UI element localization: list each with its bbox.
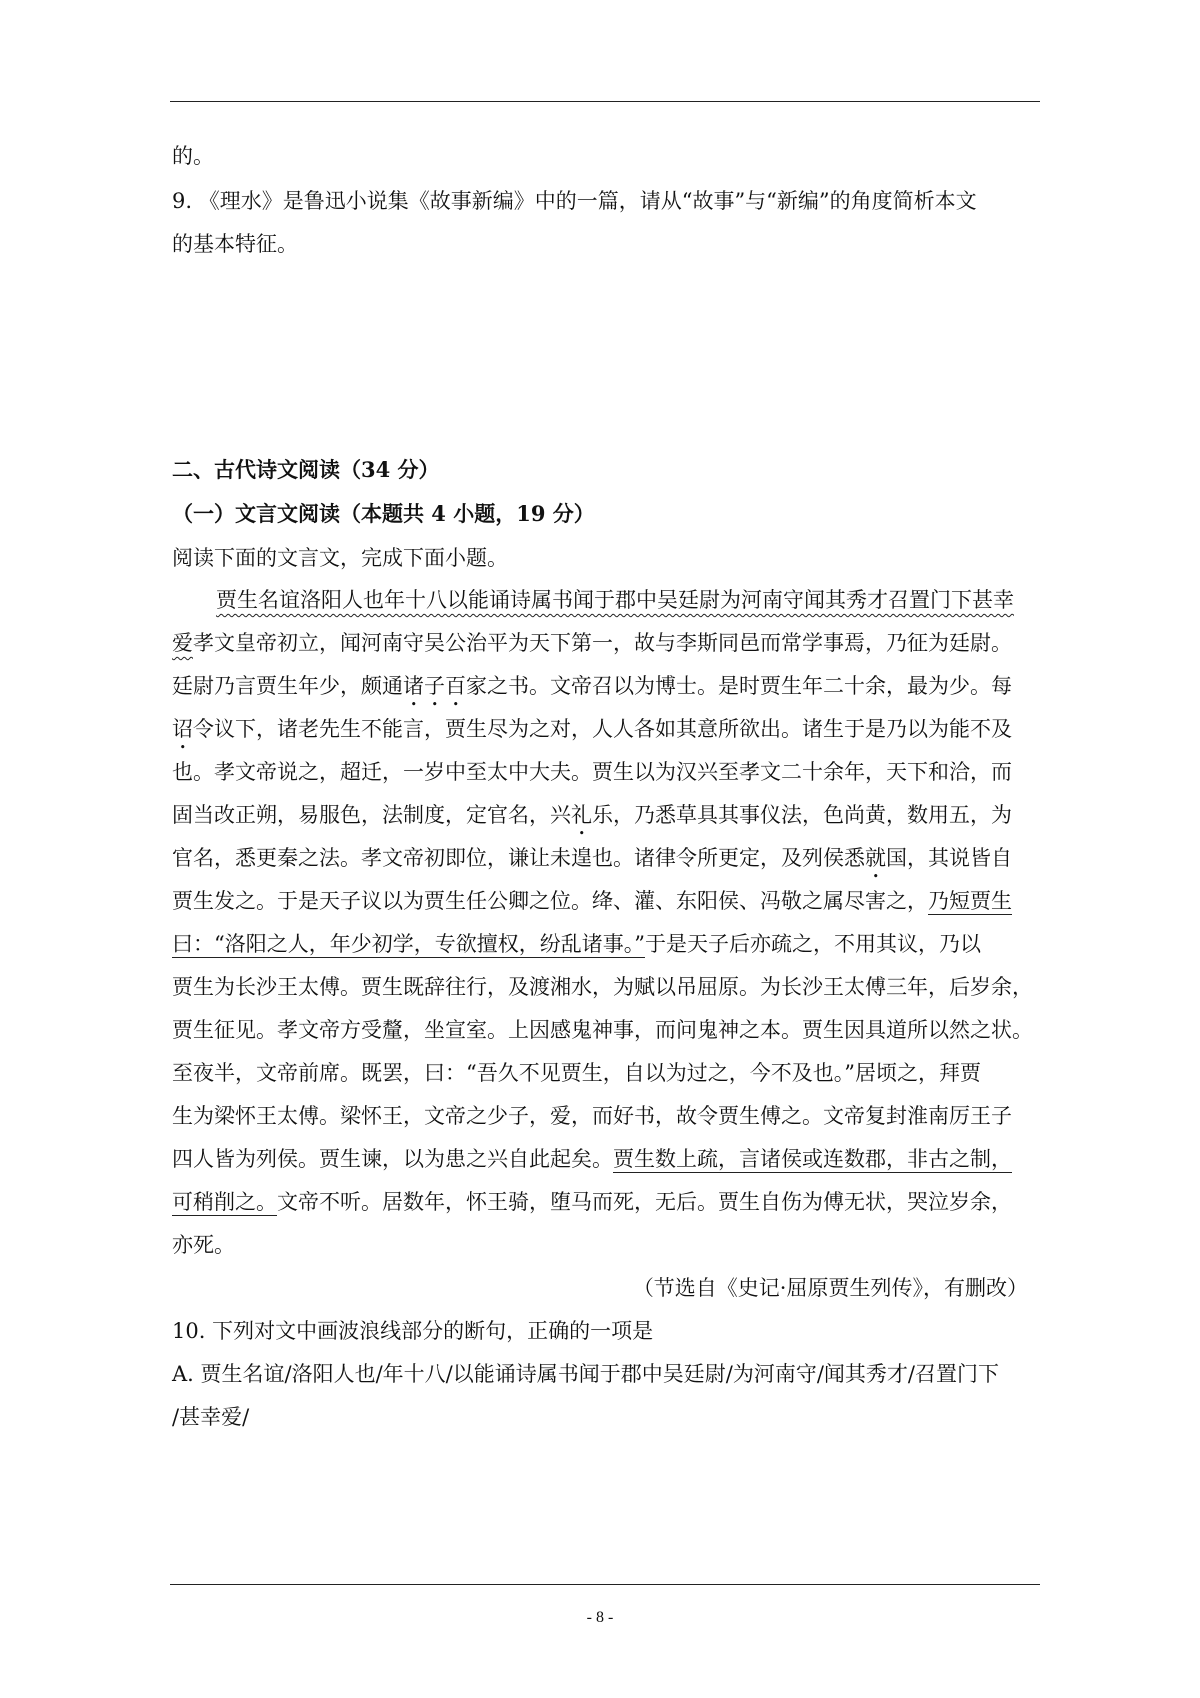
passage-line-15: 可稍削之。文帝不听。居数年，怀王骑，堕马而死，无后。贾生自伤为傅无状，哭泣岁余， (172, 1190, 1012, 1214)
passage-line-1 (216, 585, 1086, 615)
passage-line-6: 固当改正朔，易服色，法制度，定官名，兴礼乐，乃悉草具其事仪法，色尚黄，数用五，为 (172, 803, 1012, 827)
footer-rule (170, 1584, 1040, 1585)
passage-line-12: 至夜半，文帝前席。既罢，曰：“吾久不见贾生，自以为过之，今不及也。”居顷之，拜贾 (172, 1061, 981, 1085)
wavy-underlined-text: 爱 (172, 631, 193, 655)
emphasis-dotted-text: 就 (865, 846, 886, 870)
page-number: - 8 - (586, 1609, 614, 1626)
emphasis-dotted-text: 礼 (571, 803, 592, 827)
emphasis-dotted-text: 诏 (172, 717, 193, 741)
passage-line-7: 官名，悉更秦之法。孝文帝初即位，谦让未遑也。诸律令所更定，及列侯悉就国，其说皆自 (172, 846, 1012, 870)
passage-line-8: 贾生发之。于是天子议以为贾生任公卿之位。绛、灌、东阳侯、冯敬之属尽害之，乃短贾生 (172, 889, 1012, 913)
wavy-underlined-text: 贾生名谊洛阳人也年十八以能诵诗属书闻于郡中吴廷尉为河南守闻其秀才召置门下甚幸 (216, 588, 1014, 612)
underlined-text: 乃短贾生 (928, 889, 1012, 913)
q9-line1: 9. 《理水》是鲁迅小说集《故事新编》中的一篇，请从“故事”与“新编”的角度简析本文 (172, 189, 977, 213)
passage-line-10: 贾生为长沙王太傅。贾生既辞往行，及渡湘水，为赋以吊屈原。为长沙王太傅三年，后岁余， (172, 975, 1033, 999)
emphasis-dotted-text: 诸子百 (403, 674, 466, 698)
passage-line-14: 四人皆为列侯。贾生谏，以为患之兴自此起矣。贾生数上疏，言诸侯或连数郡，非古之制， (172, 1147, 1012, 1171)
passage-line-2: 爱孝文皇帝初立，闻河南守吴公治平为天下第一，故与李斯同邑而常学事焉，乃征为廷尉。 (172, 631, 1012, 655)
q10-option-a-line1: A. 贾生名谊/洛阳人也/年十八/以能诵诗属书闻于郡中吴廷尉/为河南守/闻其秀才/召置门下 (172, 1362, 999, 1386)
passage-line-9: 曰：“洛阳之人，年少初学，专欲擅权，纷乱诸事。”于是天子后亦疏之，不用其议，乃以 (172, 932, 981, 956)
passage-line-3: 廷尉乃言贾生年少，颇通诸子百家之书。文帝召以为博士。是时贾生年二十余，最为少。每 (172, 674, 1012, 698)
underlined-text: 可稍削之。 (172, 1190, 277, 1214)
section-heading: 二、古代诗文阅读（34 分） (172, 457, 440, 482)
passage-line-4: 诏令议下，诸老先生不能言，贾生尽为之对，人人各如其意所欲出。诸生于是乃以为能不及 (172, 717, 1012, 741)
q9-line2: 的基本特征。 (172, 232, 298, 256)
passage-line-11: 贾生征见。孝文帝方受釐，坐宣室。上因感鬼神事，而问鬼神之本。贾生因具道所以然之状。 (172, 1018, 1033, 1042)
q8-tail: 的。 (172, 144, 214, 168)
q10-option-a-line2: /甚幸爱/ (172, 1405, 250, 1429)
passage-line-16: 亦死。 (172, 1233, 235, 1257)
instruction: 阅读下面的文言文，完成下面小题。 (172, 546, 508, 570)
passage-line-5: 也。孝文帝说之，超迁，一岁中至太中大夫。贾生以为汉兴至孝文二十余年，天下和洽，而 (172, 760, 1012, 784)
q10-stem: 10. 下列对文中画波浪线部分的断句，正确的一项是 (172, 1319, 654, 1343)
underlined-text: 曰：“洛阳之人，年少初学，专欲擅权，纷乱诸事。” (172, 932, 645, 956)
header-rule (170, 101, 1040, 102)
underlined-text: 贾生数上疏，言诸侯或连数郡，非古之制， (613, 1147, 1012, 1171)
passage-line-13: 生为梁怀王太傅。梁怀王，文帝之少子，爱，而好书，故令贾生傅之。文帝复封淮南厉王子 (172, 1104, 1012, 1128)
passage-source: （节选自《史记·屈原贾生列传》，有删改） (632, 1276, 1028, 1300)
sub-heading: （一）文言文阅读（本题共 4 小题，19 分） (172, 501, 595, 526)
